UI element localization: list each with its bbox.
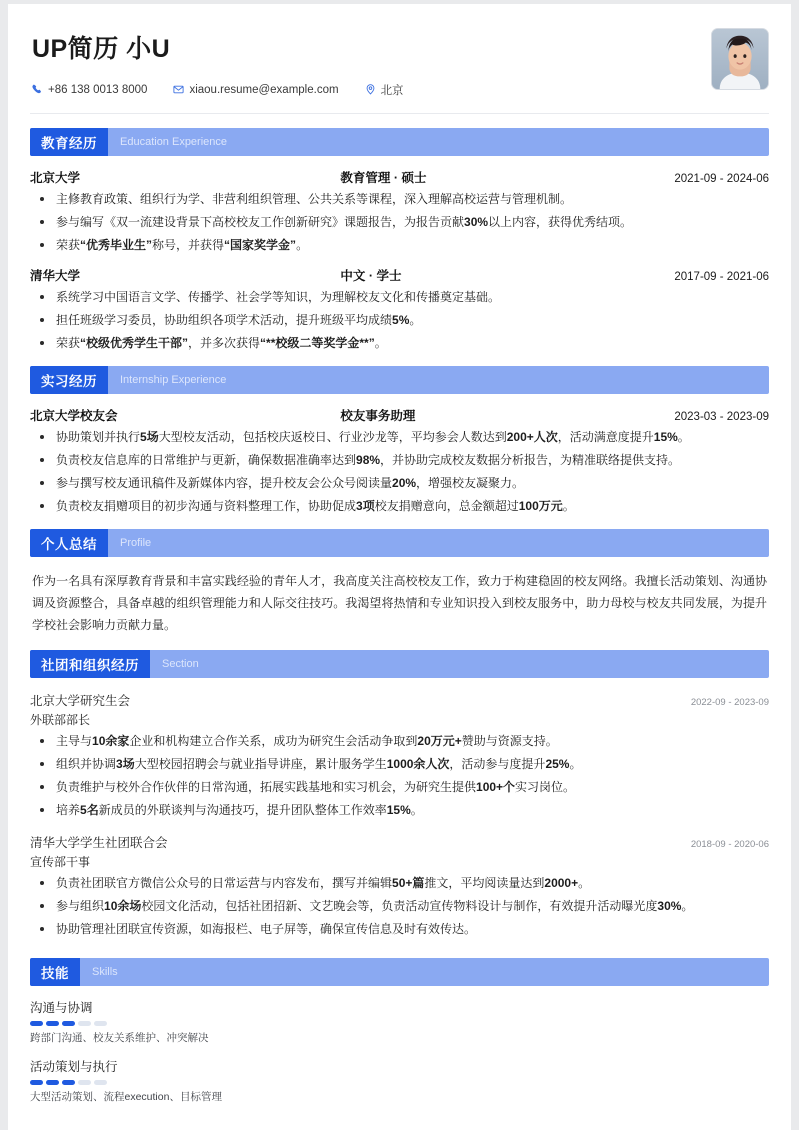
contact-phone-value: +86 138 0013 8000 — [48, 83, 148, 96]
skill-item — [30, 998, 769, 1046]
club-entry — [30, 691, 769, 819]
entry-heading — [30, 168, 769, 186]
internship-entry — [30, 406, 769, 515]
skill-item — [30, 1057, 769, 1105]
skill-level-meter — [30, 1080, 769, 1085]
page-title: UP简历 小U — [32, 35, 171, 63]
section-title-en: Internship Experience — [120, 373, 227, 386]
entry-role: 中文 · 学士 — [340, 268, 402, 283]
skill-level-meter — [30, 1021, 769, 1026]
section-title-cn: 个人总结 — [30, 529, 108, 557]
list-item: 主导与10余家企业和机构建立合作关系，成功为研究生会活动争取到20万元+赞助与资源支持。 — [30, 733, 769, 750]
entry-heading — [30, 266, 769, 284]
club-heading — [30, 691, 769, 709]
list-item: 协助管理社团联宣传资源，如海报栏、电子屏等，确保宣传信息及时有效传达。 — [30, 921, 769, 938]
avatar-photo-icon — [712, 29, 768, 89]
list-item: 参与撰写校友通讯稿件及新媒体内容，提升校友会公众号阅读量20%，增强校友凝聚力。 — [30, 475, 769, 492]
entry-bullets — [30, 429, 769, 515]
section-header-skills — [30, 958, 769, 986]
list-item: 参与组织10余场校园文化活动，包括社团招新、文艺晚会等，负责活动宣传物料设计与制作，有效提升活动曝光度30%。 — [30, 898, 769, 915]
education-entry — [30, 168, 769, 254]
skill-level-dot — [78, 1080, 91, 1085]
entry-org: 北京大学校友会 — [30, 408, 118, 423]
contact-list — [32, 82, 769, 98]
section-header-education — [30, 128, 769, 156]
resume-page — [8, 4, 791, 1130]
list-item: 负责校友信息库的日常维护与更新，确保数据准确率达到98%，并协助完成校友数据分析报告，为精准联络提供支持。 — [30, 452, 769, 469]
club-date: 2022-09 - 2023-09 — [690, 697, 769, 709]
list-item: 协助策划并执行5场大型校友活动，包括校庆返校日、行业沙龙等，平均参会人数达到200+人次，活动满意度提升15%。 — [30, 429, 769, 446]
club-heading — [30, 833, 769, 851]
education-entry — [30, 266, 769, 352]
list-item: 参与编写《双一流建设背景下高校校友工作创新研究》课题报告，为报告贡献30%以上内容，获得优秀结项。 — [30, 214, 769, 231]
entry-org: 北京大学 — [30, 170, 81, 185]
entry-org: 清华大学 — [30, 268, 81, 283]
contact-location — [365, 82, 404, 98]
list-item: 负责校友捐赠项目的初步沟通与资料整理工作，协助促成3项校友捐赠意向，总金额超过100万元。 — [30, 498, 769, 515]
entry-role: 校友事务助理 — [340, 408, 416, 423]
club-org: 清华大学学生社团联合会 — [30, 835, 168, 850]
section-header-internship — [30, 366, 769, 394]
list-item: 荣获“优秀毕业生”称号，并获得“国家奖学金”。 — [30, 237, 769, 254]
section-title-cn: 社团和组织经历 — [30, 650, 150, 678]
entry-date: 2017-09 - 2021-06 — [674, 270, 769, 283]
list-item: 负责维护与校外合作伙伴的日常沟通，拓展实践基地和实习机会，为研究生提供100+个实习岗位。 — [30, 779, 769, 796]
contact-location-value: 北京 — [380, 84, 404, 97]
club-date: 2018-09 - 2020-06 — [690, 838, 769, 850]
club-org: 北京大学研究生会 — [30, 694, 131, 709]
contact-email — [173, 84, 338, 96]
skill-description: 跨部门沟通、校友关系维护、冲突解决 — [30, 1031, 209, 1044]
section-header-clubs — [30, 650, 769, 678]
skill-level-dot — [62, 1021, 75, 1026]
section-title-cn: 实习经历 — [30, 366, 108, 394]
skill-level-dot — [46, 1080, 59, 1085]
entry-bullets — [30, 191, 769, 254]
skill-name: 沟通与协调 — [30, 1000, 93, 1015]
entry-date: 2021-09 - 2024-06 — [674, 172, 769, 185]
section-title-en: Skills — [92, 965, 118, 978]
entry-bullets — [30, 289, 769, 352]
resume-header — [30, 36, 769, 114]
entry-heading — [30, 406, 769, 424]
phone-icon — [32, 84, 43, 95]
list-item: 培养5名新成员的外联谈判与沟通技巧，提升团队整体工作效率15%。 — [30, 802, 769, 819]
list-item: 组织并协调3场大型校园招聘会与就业指导讲座，累计服务学生1000余人次，活动参与度提升25%。 — [30, 756, 769, 773]
skill-level-dot — [94, 1080, 107, 1085]
contact-email-value: xiaou.resume@example.com — [189, 83, 339, 96]
list-item: 负责社团联官方微信公众号的日常运营与内容发布，撰写并编辑50+篇推文，平均阅读量达到2000+。 — [30, 875, 769, 892]
list-item: 荣获“校级优秀学生干部”，并多次获得“**校级二等奖学金**”。 — [30, 335, 769, 352]
skill-level-dot — [62, 1080, 75, 1085]
section-title-en: Education Experience — [120, 135, 228, 148]
section-title-en: Profile — [120, 536, 152, 549]
club-role: 宣传部干事 — [30, 854, 91, 869]
section-title-cn: 技能 — [30, 958, 80, 986]
entry-bullets — [30, 875, 769, 938]
skill-level-dot — [94, 1021, 107, 1026]
entry-bullets — [30, 733, 769, 819]
list-item: 担任班级学习委员，协助组织各项学术活动，提升班级平均成绩5%。 — [30, 312, 769, 329]
skill-description: 大型活动策划、流程execution、目标管理 — [30, 1091, 222, 1104]
profile-paragraph: 作为一名具有深厚教育背景和丰富实践经验的青年人才，我高度关注高校校友工作，致力于构建稳固的校友网络。我擅长活动策划、沟通协调及资源整合，具备卓越的组织管理能力和人际交往技巧。我渴望将热情和专业知识投入到校友服务中，助力母校与校友共同发展，为提升学校社会影响力贡献力量。 — [32, 573, 767, 633]
avatar — [711, 28, 769, 90]
contact-phone — [32, 84, 147, 96]
skill-name: 活动策划与执行 — [30, 1060, 118, 1075]
list-item: 系统学习中国语言文学、传播学、社会学等知识，为理解校友文化和传播奠定基础。 — [30, 289, 769, 306]
header-divider — [30, 113, 769, 114]
club-role: 外联部部长 — [30, 713, 91, 728]
skill-level-dot — [46, 1021, 59, 1026]
location-icon — [365, 84, 376, 95]
list-item: 主修教育政策、组织行为学、非营利组织管理、公共关系等课程，深入理解高校运营与管理机制。 — [30, 191, 769, 208]
section-header-profile — [30, 529, 769, 557]
mail-icon — [173, 84, 184, 95]
entry-date: 2023-03 - 2023-09 — [674, 410, 769, 423]
section-title-cn: 教育经历 — [30, 128, 108, 156]
club-entry — [30, 833, 769, 938]
section-title-en: Section — [162, 658, 199, 671]
entry-role: 教育管理 · 硕士 — [340, 170, 427, 185]
skill-level-dot — [78, 1021, 91, 1026]
skill-level-dot — [30, 1021, 43, 1026]
skill-level-dot — [30, 1080, 43, 1085]
page-bottom-spacer — [30, 1105, 769, 1121]
